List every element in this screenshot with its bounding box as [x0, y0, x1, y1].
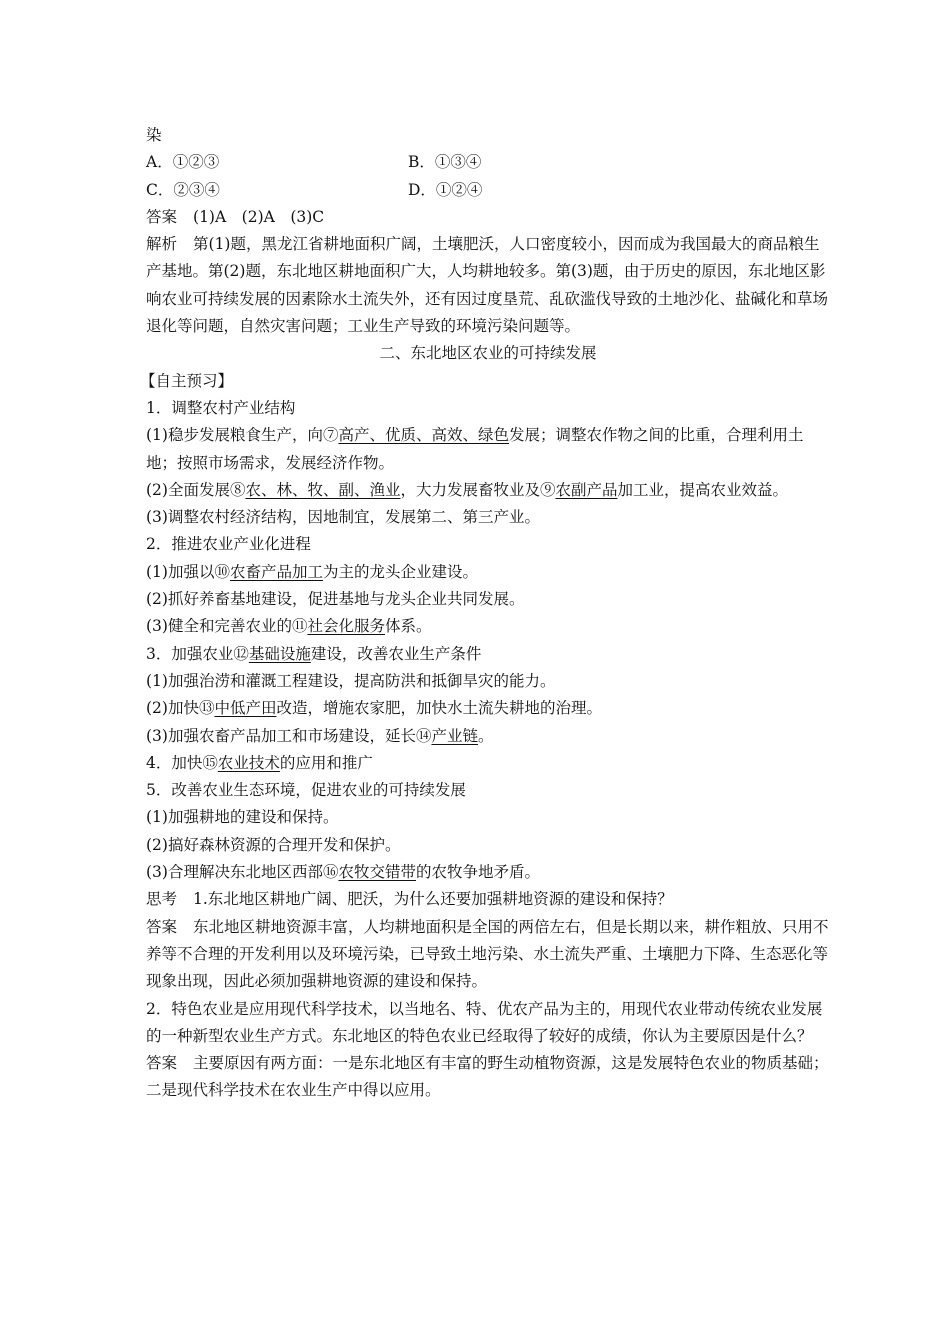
item-1-2-tail: 加工业，提高农业效益。 [617, 480, 789, 499]
answer-blank-13: 中低产田 [214, 699, 277, 718]
item-1-3: (3)调整农村经济结构，因地制宜，发展第二、第三产业。 [146, 508, 540, 527]
carry-over-text: 染 [146, 126, 162, 144]
option-d: D．①②④ [408, 180, 483, 199]
answer-blank-16: 农牧交错带 [338, 863, 416, 882]
item-5-3-text: (3)合理解决东北地区西部⑯ [146, 863, 339, 882]
heading-2: 2．推进农业产业化进程 [146, 535, 311, 554]
item-2-3-tail: 体系。 [384, 617, 432, 636]
answer-line [146, 204, 830, 231]
item-1-1-text: (1)稳步发展粮食生产，向⑦ [146, 426, 339, 445]
item-1-2-text: (2)全面发展⑧ [146, 480, 246, 499]
options-row-2 [146, 177, 830, 204]
heading-4 [146, 750, 830, 777]
heading-4-text: 4．加快⑮ [146, 753, 218, 772]
option-a: A．①②③ [146, 153, 220, 172]
item-3-2-text: (2)加快⑬ [146, 699, 215, 718]
answer-1-label: 答案 [146, 917, 178, 936]
item-3-1: (1)加强治涝和灌溉工程建设，提高防洪和抵御旱灾的能力。 [146, 671, 556, 690]
answer-blank-11: 社会化服务 [307, 617, 385, 636]
analysis-label: 解析 [146, 235, 178, 254]
answer-blank-10: 农畜产品加工 [229, 562, 323, 581]
answer-label: 答案 [146, 207, 178, 226]
option-b: B．①③④ [408, 153, 482, 172]
analysis-paragraph [146, 231, 830, 340]
item-3-2-tail: 改造，增施农家肥，加快水土流失耕地的治理。 [276, 699, 602, 718]
analysis-text: 第(1)题，黑龙江省耕地面积广阔，土壤肥沃，人口密度较小，因而成为我国最大的商品粮生产基地。第(2)题，东北地区耕地面积广大，人均耕地较多。第(3)题，由于历史的原因，东北地区影响农业可持续发展的因素除水土流失外，还有因过度垦荒、乱砍滥伐导致的土地沙化、盐碱化和草场退化等问题，自然灾害问题；工业生产导致的环境污染问题等。 [146, 235, 829, 336]
item-2-1-tail: 为主的龙头企业建设。 [322, 562, 478, 581]
preview-heading: 【自主预习】 [140, 371, 234, 390]
item-1-2-mid: ，大力发展畜牧业及⑨ [400, 480, 556, 499]
item-5-3-tail: 的农牧争地矛盾。 [415, 863, 540, 882]
heading-3 [146, 641, 830, 668]
item-3-2 [146, 695, 830, 722]
item-1-1-tail: 发展；调整农作物之间的比重，合理利用土地；按照市场需求，发展经济作物。 [146, 426, 804, 472]
answer-blank-7: 高产、优质、高效、绿色 [338, 426, 509, 445]
item-2-3-text: (3)健全和完善农业的⑪ [146, 617, 308, 636]
answer-blank-9: 农副产品 [555, 480, 618, 499]
options-row-1 [146, 149, 830, 176]
answer-text: (1)A (2)A (3)C [193, 207, 325, 226]
item-2-3 [146, 613, 830, 640]
think-label: 思考 [146, 890, 178, 909]
heading-5: 5．改善农业生态环境，促进农业的可持续发展 [146, 781, 466, 800]
answer-blank-12: 基础设施 [248, 644, 311, 663]
answer-blank-15: 农业技术 [217, 753, 280, 772]
answer-1-text: 东北地区耕地资源丰富，人均耕地面积是全国的两倍左右，但是长期以来，耕作粗放、只用不养等不合理的开发利用以及环境污染，已导致土地污染、水土流失严重、土壤肥力下降、生态恶化等现象出现，因此必须加强耕地资源的建设和保持。 [146, 917, 829, 991]
item-3-3-tail: 。 [477, 726, 494, 745]
heading-1: 1．调整农村产业结构 [146, 398, 296, 417]
think-question-1 [146, 886, 830, 913]
item-5-2: (2)搞好森林资源的合理开发和保护。 [146, 835, 401, 854]
answer-blank-8: 农、林、牧、副、渔业 [245, 480, 401, 499]
section-title: 二、东北地区农业的可持续发展 [379, 344, 597, 363]
item-1-2 [146, 477, 830, 504]
option-c: C．②③④ [146, 180, 220, 199]
think-question-2: 2．特色农业是应用现代科学技术，以当地名、特、优农产品为主的，用现代农业带动传统农业发展的一种新型农业生产方式。东北地区的特色农业已经取得了较好的成绩，你认为主要原因是什么？ [146, 999, 823, 1045]
item-2-2: (2)抓好养畜基地建设，促进基地与龙头企业共同发展。 [146, 590, 525, 609]
item-5-3 [146, 859, 830, 886]
item-3-3 [146, 723, 830, 750]
item-2-1-text: (1)加强以⑩ [146, 562, 230, 581]
think-answer-2 [146, 1050, 830, 1105]
item-5-1: (1)加强耕地的建设和保持。 [146, 808, 339, 827]
item-3-3-text: (3)加强农畜产品加工和市场建设，延长⑭ [146, 726, 432, 745]
think-q1-text: 1.东北地区耕地广阔、肥沃，为什么还要加强耕地资源的建设和保持？ [193, 890, 673, 909]
answer-2-label: 答案 [146, 1054, 178, 1073]
heading-3-text: 3．加强农业⑫ [146, 644, 249, 663]
heading-4-tail: 的应用和推广 [279, 753, 373, 772]
heading-3-tail: 建设，改善农业生产条件 [310, 644, 482, 663]
item-2-1 [146, 559, 830, 586]
answer-blank-14: 产业链 [431, 726, 478, 745]
think-answer-1 [146, 914, 830, 996]
item-1-1 [146, 422, 830, 477]
answer-2-text: 主要原因有两方面：一是东北地区有丰富的野生动植物资源，这是发展特色农业的物质基础；二是现代科学技术在农业生产中得以应用。 [146, 1054, 829, 1100]
